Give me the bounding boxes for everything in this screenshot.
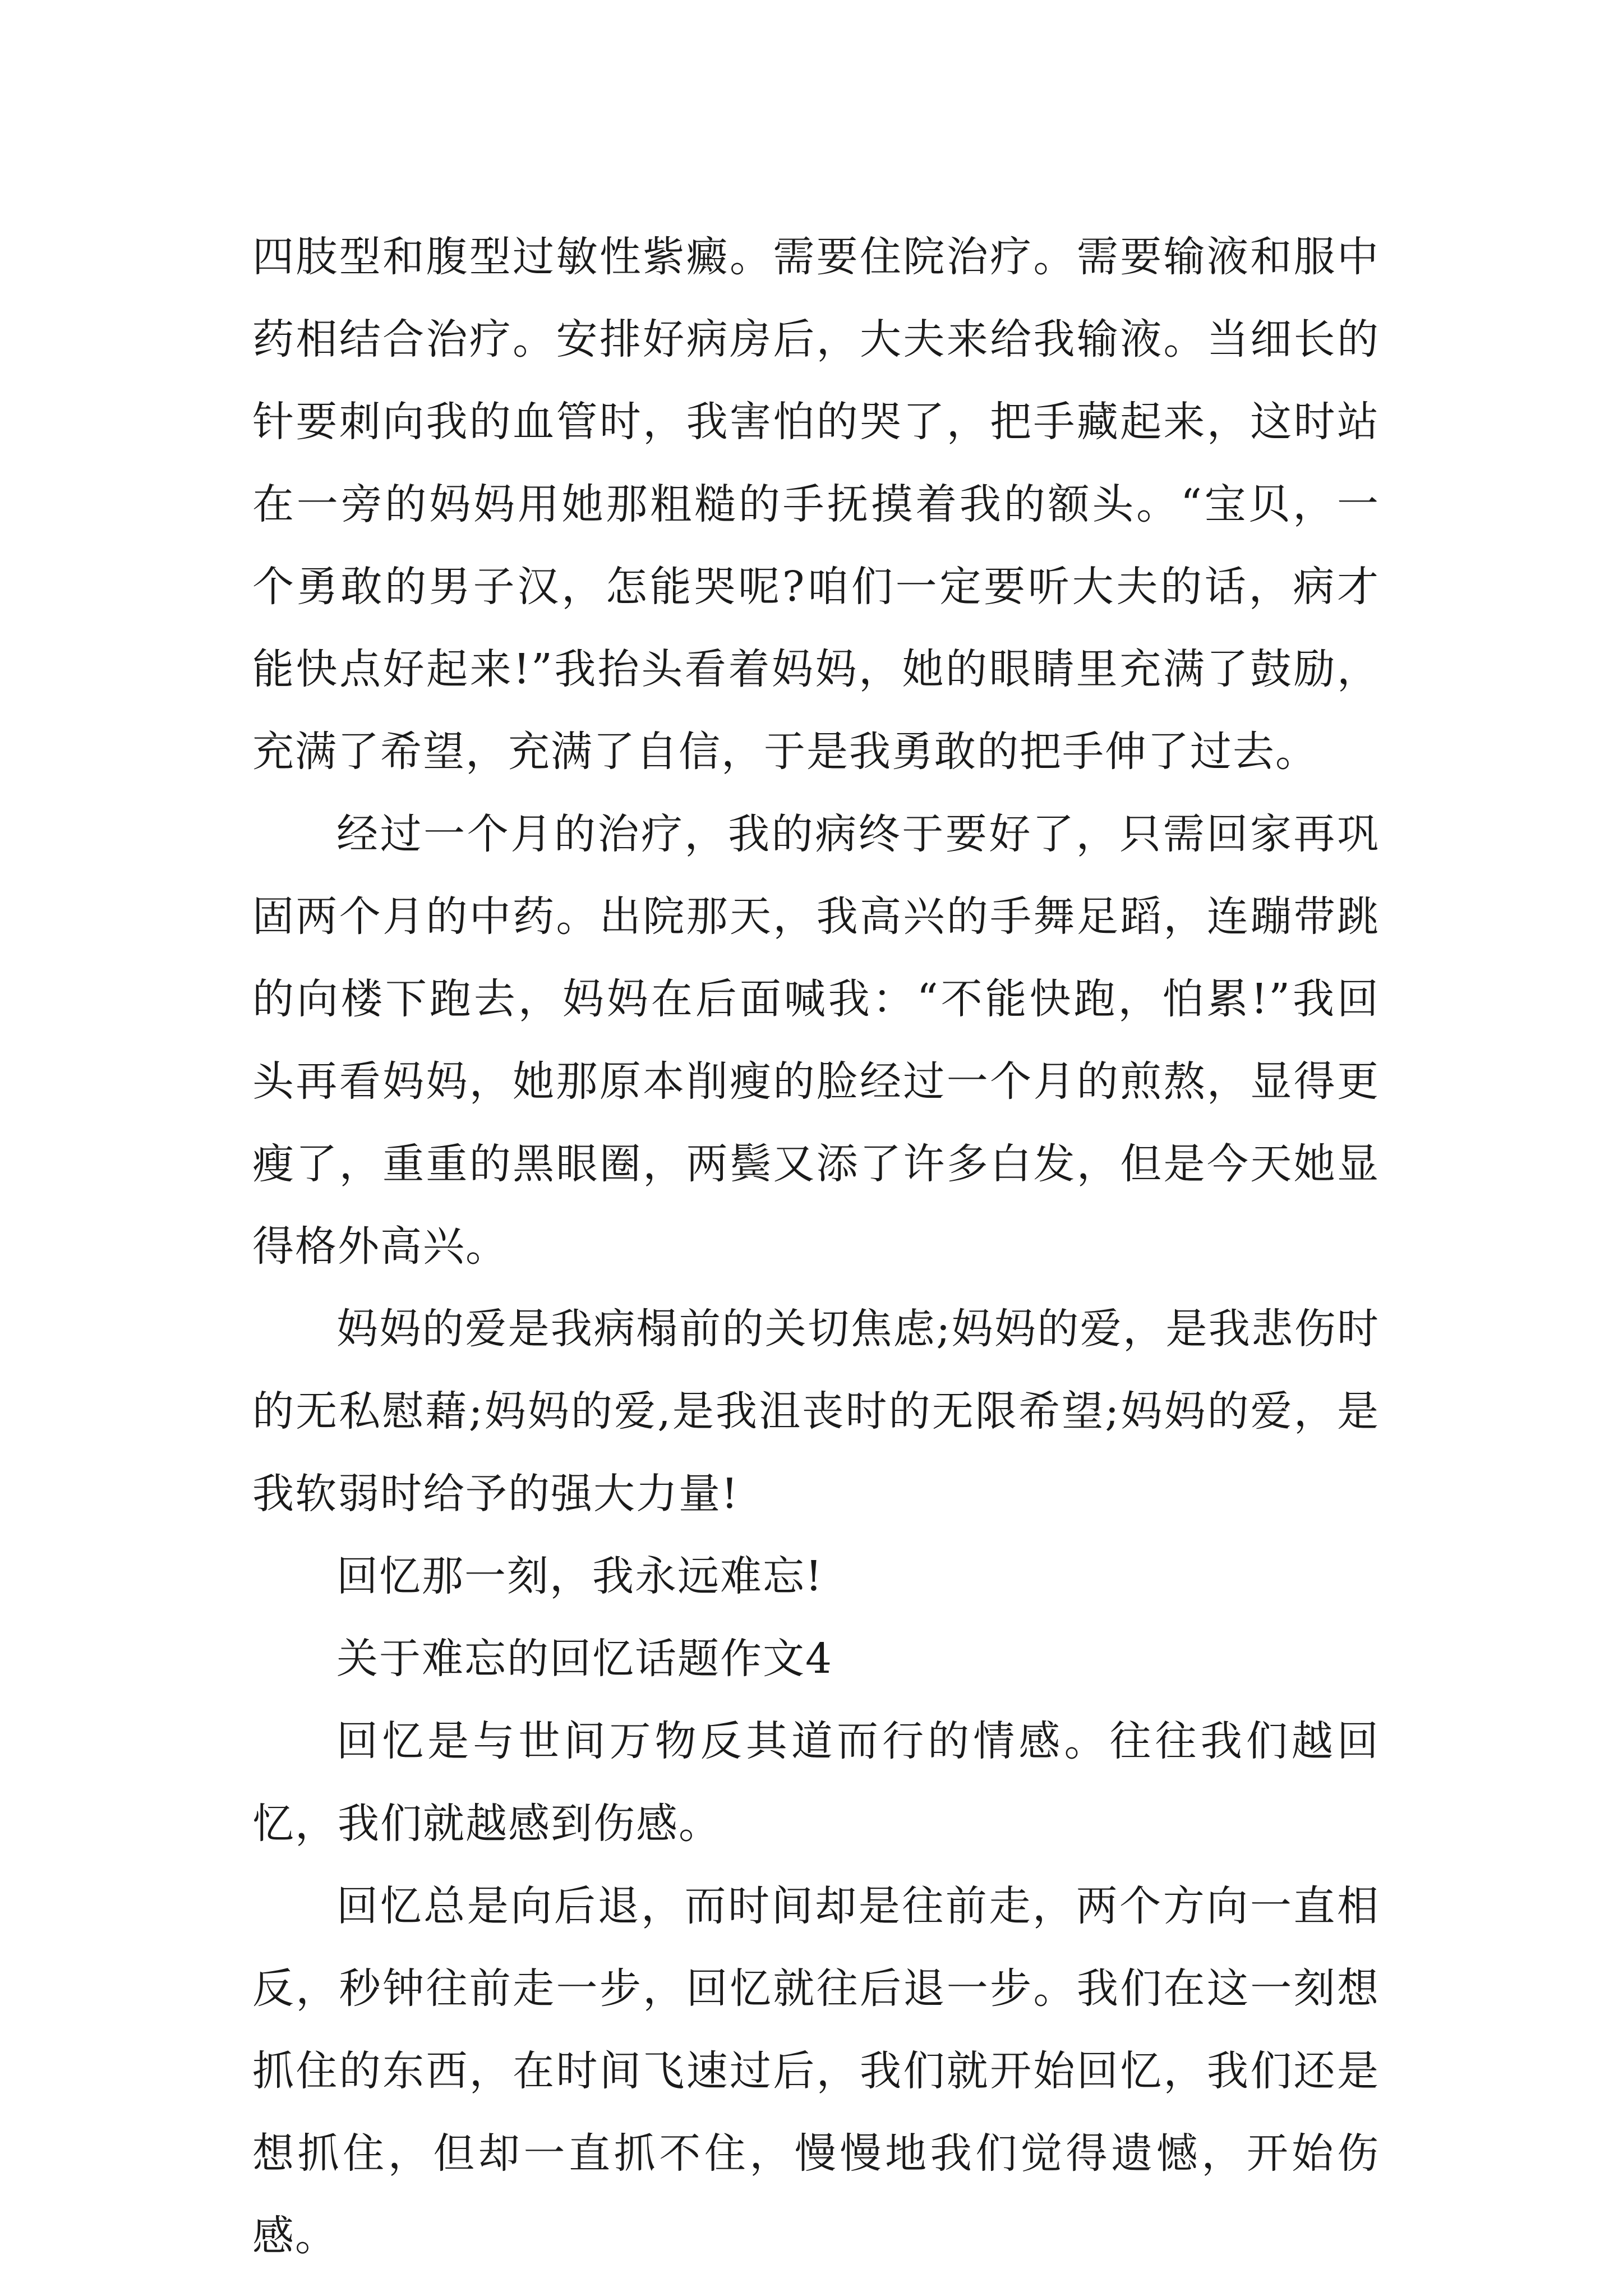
paragraph-2: 经过一个月的治疗，我的病终于要好了，只需回家再巩固两个月的中药。出院那天，我高兴的手舞足蹈，连蹦带跳的向楼下跑去，妈妈在后面喊我：“不能快跑，怕累!”我回头再看妈妈，她那原本削瘦的脸经过一个月的煎熬，显得更瘦了，重重的黑眼圈，两鬓又添了许多白发，但是今天她显得格外高兴。: [252, 810, 1380, 1271]
paragraph-3: 妈妈的爱是我病榻前的关切焦虑;妈妈的爱，是我悲伤时的无私慰藉;妈妈的爱,是我沮丧时的无限希望;妈妈的爱，是我软弱时给予的强大力量!: [252, 1305, 1380, 1518]
body-text: [252, 216, 1380, 2277]
section-heading: 关于难忘的回忆话题作文4: [336, 1635, 833, 1683]
paragraph-5: 回忆是与世间万物反其道而行的情感。往往我们越回忆，我们就越感到伤感。: [252, 1717, 1380, 1848]
paragraph-6: 回忆总是向后退，而时间却是往前走，两个方向一直相反，秒钟往前走一步，回忆就往后退一步。我们在这一刻想抓住的东西，在时间飞速过后，我们就开始回忆，我们还是想抓住，但却一直抓不住，慢慢地我们觉得遗憾，开始伤感。: [252, 1882, 1380, 2260]
paragraph-4: 回忆那一刻，我永远难忘!: [336, 1552, 823, 1600]
paragraph-1: 四肢型和腹型过敏性紫癜。需要住院治疗。需要输液和服中药相结合治疗。安排好病房后，大夫来给我输液。当细长的针要刺向我的血管时，我害怕的哭了，把手藏起来，这时站在一旁的妈妈用她那粗糙的手抚摸着我的额头。“宝贝，一个勇敢的男子汉，怎能哭呢?咱们一定要听大夫的话，病才能快点好起来!”我抬头看着妈妈，她的眼睛里充满了鼓励，充满了希望，充满了自信，于是我勇敢的把手伸了过去。: [252, 233, 1380, 776]
